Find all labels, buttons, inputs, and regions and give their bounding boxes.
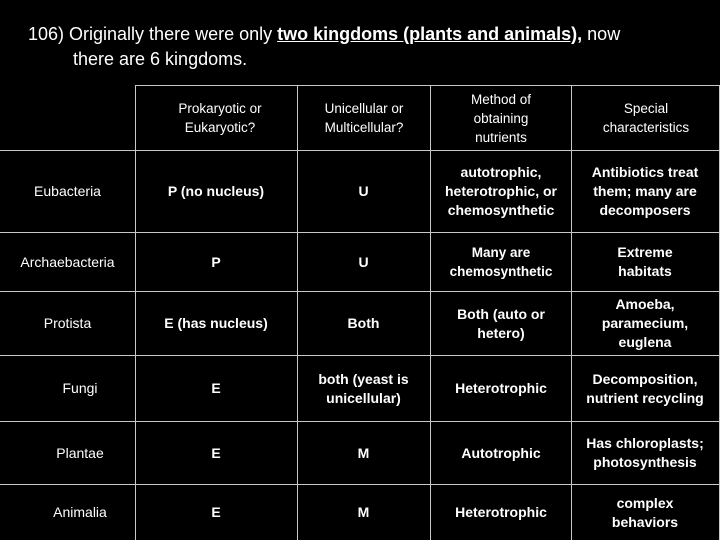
grid-line	[430, 85, 431, 540]
title-number: 106)	[28, 24, 65, 44]
table-cell: E	[211, 504, 221, 520]
table-cell: Both	[347, 315, 380, 331]
table-cell: M	[357, 504, 370, 520]
slide-title	[28, 22, 708, 72]
table-cell: Heterotrophic	[455, 380, 547, 396]
table-cell: Autotrophic	[461, 444, 541, 461]
table-cell: E (has nucleus)	[164, 315, 268, 331]
header-nutrients: Method of obtaining nutrients	[470, 91, 532, 145]
table-cell: Many are chemosynthetic	[449, 245, 553, 279]
grid-line	[0, 150, 720, 151]
kingdom-archaebacteria: Archaebacteria	[20, 253, 115, 270]
grid-line	[135, 85, 720, 86]
header-prok-euk: Prokaryotic or Eukaryotic?	[178, 101, 262, 135]
table-cell: Has chloroplasts; photosynthesis	[586, 435, 704, 470]
table-cell: Amoeba, paramecium, euglena	[601, 296, 689, 350]
table-cell: P	[211, 253, 221, 270]
title-suffix: now	[582, 24, 621, 44]
kingdom-animalia: Animalia	[53, 504, 107, 520]
table-cell: E	[211, 380, 221, 396]
kingdom-eubacteria: Eubacteria	[34, 182, 101, 199]
title-line2: there are 6 kingdoms.	[73, 49, 248, 69]
table-cell: Decomposition, nutrient recycling	[586, 370, 704, 406]
table-cell: Heterotrophic	[455, 504, 547, 520]
table-cell: autotrophic, heterotrophic, or chemosynthetic	[444, 163, 557, 218]
title-emphasis: two kingdoms (plants and animals),	[277, 24, 583, 44]
title-prefix: Originally there were only	[64, 24, 278, 44]
kingdom-protista: Protista	[43, 315, 92, 331]
table-cell: Both (auto or hetero)	[457, 305, 545, 341]
header-special: Special characteristics	[602, 101, 690, 135]
kingdom-fungi: Fungi	[62, 380, 98, 396]
table-cell: Extreme habitats	[617, 244, 673, 279]
table-cell: U	[358, 182, 369, 199]
table-cell: E	[211, 444, 221, 461]
table-cell: both (yeast is unicellular)	[318, 370, 409, 406]
kingdom-plantae: Plantae	[56, 444, 104, 461]
table-cell: Antibiotics treat them; many are decomposers	[591, 163, 699, 218]
table-cell: U	[358, 253, 369, 270]
table-cell: complex behaviors	[611, 494, 679, 530]
header-uni-multi: Unicellular or Multicellular?	[324, 101, 404, 135]
table-cell: P (no nucleus)	[167, 182, 265, 199]
table-cell: M	[357, 444, 370, 461]
